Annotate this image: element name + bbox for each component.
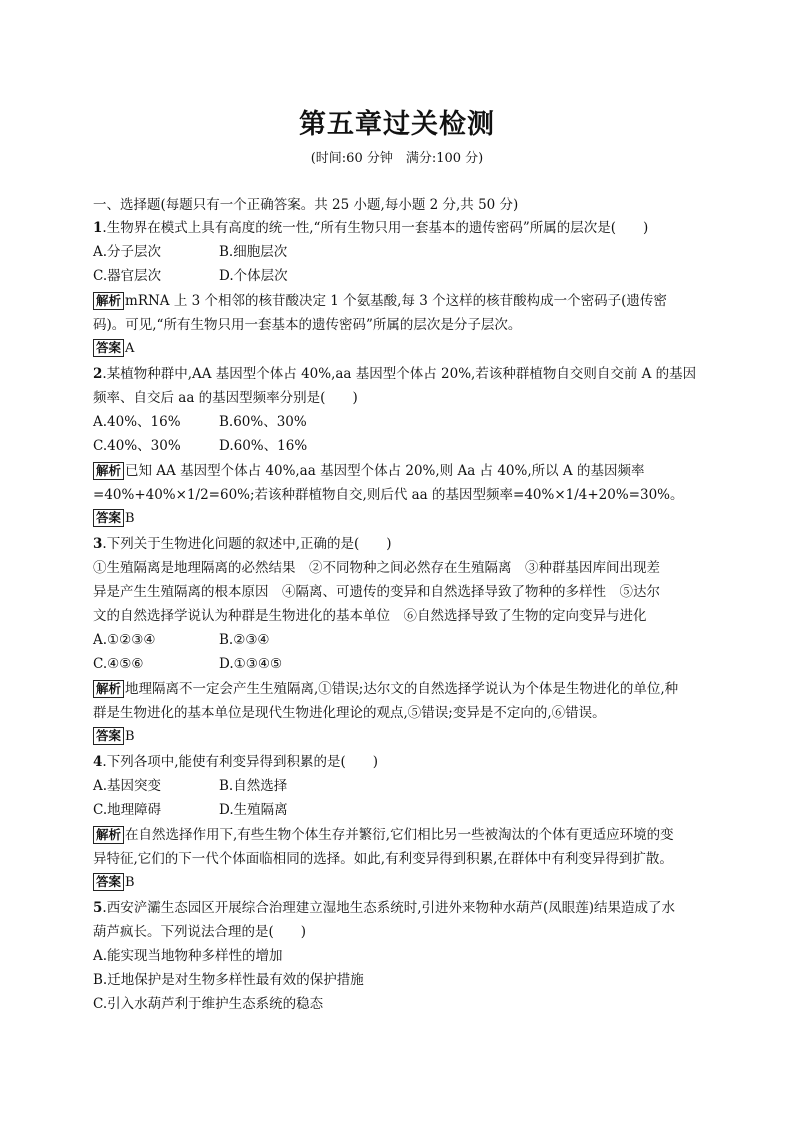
- option-a: A.分子层次: [93, 244, 162, 260]
- option-b: B.60%、30%: [219, 414, 307, 430]
- option-c: C.器官层次: [93, 268, 162, 284]
- option-a: A.基因突变: [93, 778, 162, 794]
- analysis-text: 已知 AA 基因型个体占 40%,aa 基因型个体占 20%,则 Aa 占 40%,所以 A 的基因频率: [125, 463, 645, 479]
- option-row: [93, 240, 703, 264]
- analysis-text: 群是生物进化的基本单位是现代生物进化理论的观点,⑤错误;变异是不定向的,⑥错误。: [93, 705, 606, 721]
- analysis-label: 解析: [93, 826, 124, 844]
- question-2: [93, 362, 703, 530]
- analysis-block: [93, 289, 703, 337]
- analysis-text: 地理隔离不一定会产生生殖隔离,①错误;达尔文的自然选择学说认为个体是生物进化的单位,种: [125, 681, 679, 697]
- analysis-text: 码)。可见,“所有生物只用一套基本的遗传密码”所属的层次是分子层次。: [93, 317, 522, 333]
- section-heading: 一、选择题(每题只有一个正确答案。共 25 小题,每小题 2 分,共 50 分): [93, 197, 519, 213]
- answer-label: 答案: [93, 873, 124, 891]
- option-row: [93, 798, 703, 822]
- question-list: [93, 194, 703, 1016]
- option-d: D.生殖隔离: [219, 802, 288, 818]
- answer-block: [93, 507, 703, 530]
- answer-value: A: [125, 341, 135, 356]
- question-stem: .西安浐灞生态园区开展综合治理建立湿地生态系统时,引进外来物种水葫芦(凤眼莲)结果造成了水: [102, 900, 676, 916]
- analysis-label: 解析: [93, 292, 124, 310]
- option-d: D.60%、16%: [219, 438, 308, 454]
- question-stem: .下列各项中,能使有利变异得到积累的是( ): [102, 754, 379, 770]
- question-stem: .下列关于生物进化问题的叙述中,正确的是( ): [102, 536, 392, 552]
- option-b: B.自然选择: [219, 778, 288, 794]
- answer-block: [93, 337, 703, 360]
- question-number: 2: [93, 366, 103, 382]
- question-stem: .某植物种群中,AA 基因型个体占 40%,aa 基因型个体占 20%,若该种群植物自交则自交前 A 的基因: [102, 366, 697, 382]
- option-row: [93, 410, 703, 434]
- option-a: A.能实现当地物种多样性的增加: [93, 948, 283, 964]
- statement-line: ①生殖隔离是地理隔离的必然结果 ②不同物种之间必然存在生殖隔离 ③种群基因库间出现差: [93, 560, 660, 576]
- answer-label: 答案: [93, 727, 124, 745]
- analysis-block: [93, 677, 703, 725]
- analysis-label: 解析: [93, 462, 124, 480]
- option-row: [93, 652, 703, 676]
- answer-label: 答案: [93, 509, 124, 527]
- question-1: [93, 216, 703, 360]
- question-number: 5: [93, 900, 103, 916]
- option-row: [93, 264, 703, 288]
- option-b: B.细胞层次: [219, 244, 288, 260]
- analysis-label: 解析: [93, 680, 124, 698]
- option-b: B.迁地保护是对生物多样性最有效的保护措施: [93, 972, 364, 988]
- analysis-block: [93, 823, 703, 871]
- option-d: D.个体层次: [219, 268, 288, 284]
- option-c: C.地理障碍: [93, 802, 162, 818]
- question-number: 3: [93, 536, 103, 552]
- option-row: [93, 628, 703, 652]
- analysis-text: 异特征,它们的下一代个体面临相同的选择。如此,有利变异得到积累,在群体中有利变异得到扩散。: [93, 851, 673, 867]
- question-number: 1: [93, 220, 103, 236]
- question-stem: .生物界在模式上具有高度的统一性,“所有生物只用一套基本的遗传密码”所属的层次是( ): [102, 220, 649, 236]
- statement-line: 异是产生生殖隔离的根本原因 ④隔离、可遗传的变异和自然选择导致了物种的多样性 ⑤达尔: [93, 584, 660, 600]
- question-number: 4: [93, 754, 103, 770]
- option-a: A.①②③④: [93, 632, 156, 648]
- option-c: C.引入水葫芦利于维护生态系统的稳态: [93, 996, 324, 1012]
- option-c: C.④⑤⑥: [93, 656, 144, 672]
- analysis-text: mRNA 上 3 个相邻的核苷酸决定 1 个氨基酸,每 3 个这样的核苷酸构成一个密码子(遗传密: [125, 293, 667, 309]
- option-d: D.①③④⑤: [219, 656, 283, 672]
- question-stem: 频率、自交后 aa 的基因型频率分别是( ): [93, 390, 358, 406]
- answer-value: B: [125, 729, 135, 744]
- question-3: [93, 532, 703, 748]
- question-5: [93, 896, 703, 1016]
- analysis-text: 在自然选择作用下,有些生物个体生存并繁衍,它们相比另一些被淘汰的个体有更适应环境的变: [125, 827, 674, 843]
- exam-info: (时间:60 分钟 满分:100 分): [310, 151, 484, 166]
- answer-value: B: [125, 511, 135, 526]
- answer-value: B: [125, 875, 135, 890]
- answer-block: [93, 871, 703, 894]
- option-a: A.40%、16%: [93, 414, 181, 430]
- page-title: 第五章过关检测: [299, 109, 495, 140]
- statement-line: 文的自然选择学说认为种群是生物进化的基本单位 ⑥自然选择导致了生物的定向变异与进化: [93, 608, 647, 624]
- analysis-text: =40%+40%×1/2=60%;若该种群植物自交,则后代 aa 的基因型频率=40%×1/4+20%=30%。: [93, 487, 684, 503]
- option-c: C.40%、30%: [93, 438, 181, 454]
- option-b: B.②③④: [219, 632, 270, 648]
- question-4: [93, 750, 703, 894]
- answer-label: 答案: [93, 339, 124, 357]
- option-row: [93, 774, 703, 798]
- question-stem: 葫芦疯长。下列说法合理的是( ): [93, 924, 307, 940]
- answer-block: [93, 725, 703, 748]
- option-row: [93, 434, 703, 458]
- analysis-block: [93, 459, 703, 507]
